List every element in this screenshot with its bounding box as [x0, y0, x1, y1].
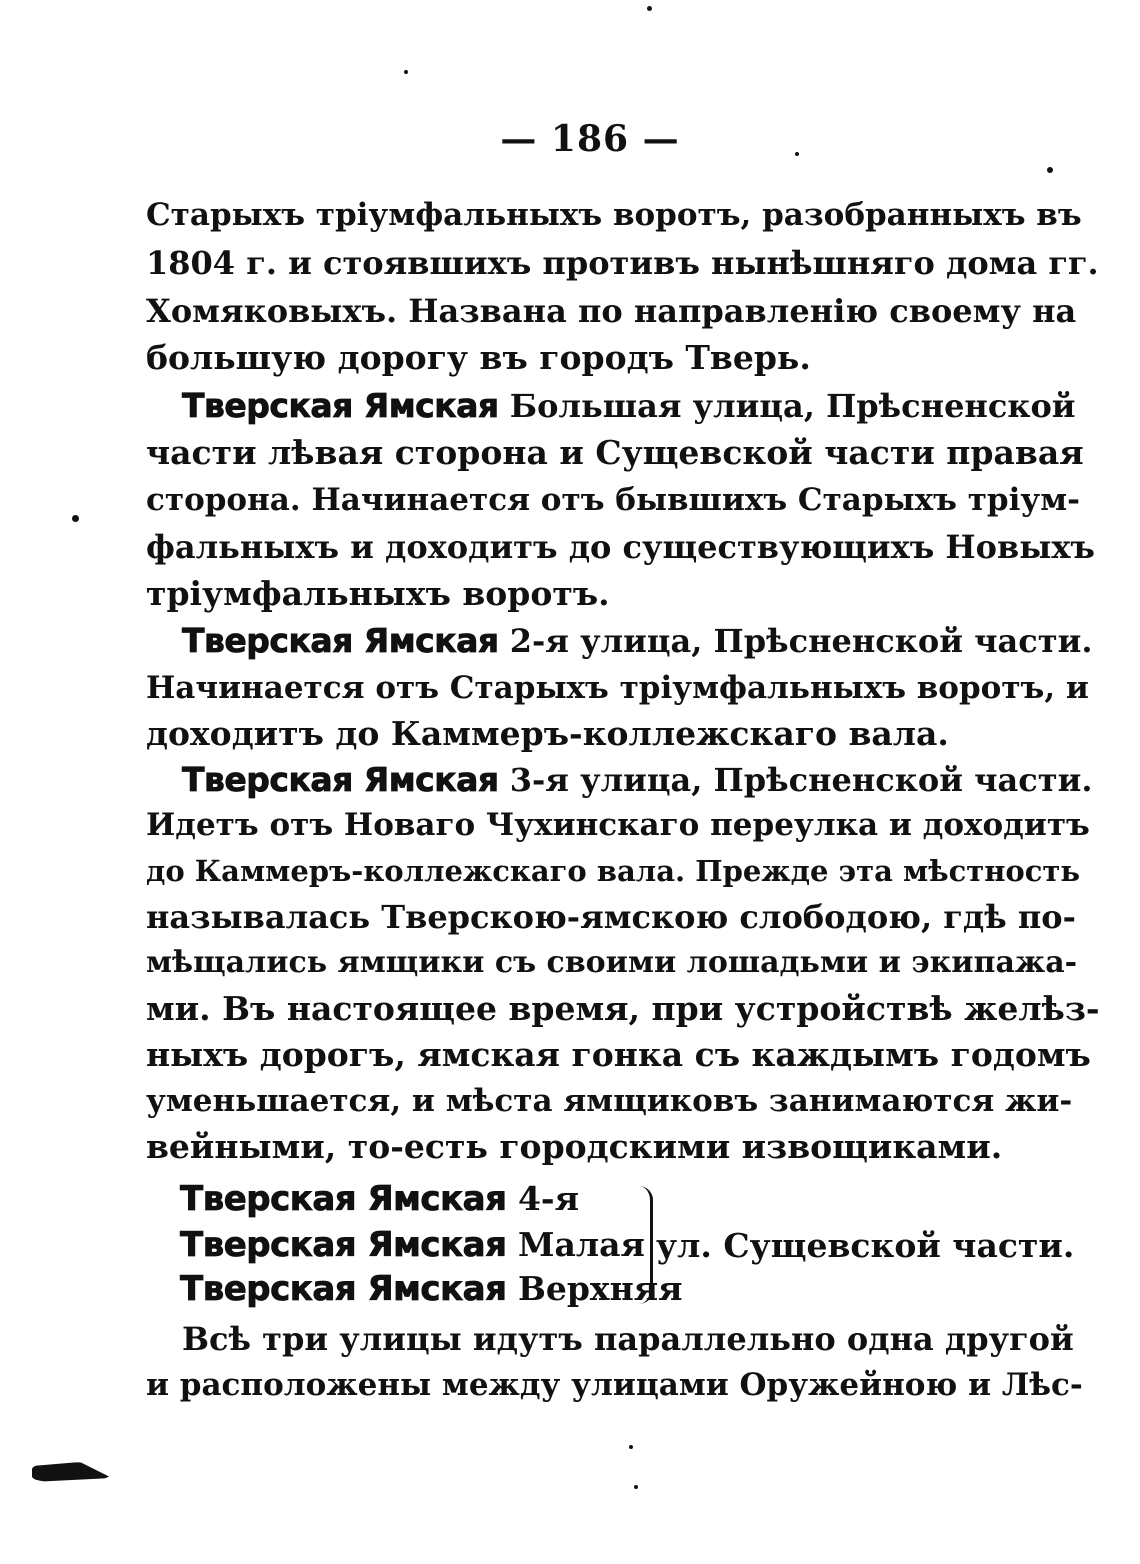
- entry-suffix: Верхняя: [517, 1269, 683, 1308]
- entry-headword: Тверская Ямская: [180, 1225, 507, 1265]
- text-line: сторона. Начинается отъ бывшихъ Старыхъ тріум-: [146, 482, 1080, 518]
- entry-headword: Тверская Ямская: [182, 621, 499, 660]
- ink-smudge: [32, 1462, 112, 1482]
- text-line: большую дорогу въ городъ Тверь.: [146, 338, 811, 377]
- text-line: фальныхъ и доходитъ до существующихъ Новыхъ: [146, 528, 1095, 566]
- entry-first-line: [182, 618, 1093, 664]
- text-line: ныхъ дорогъ, ямская гонка съ каждымъ годомъ: [146, 1035, 1091, 1074]
- entry-headword: Тверская Ямская: [180, 1269, 507, 1309]
- entry-suffix: 4-я: [517, 1179, 579, 1218]
- group-entry: [180, 1266, 683, 1312]
- text-line: уменьшается, и мѣста ямщиковъ занимаются жи-: [146, 1083, 1073, 1119]
- group-entry: [180, 1222, 645, 1268]
- text-line: Идетъ отъ Новаго Чухинскаго переулка и доходитъ: [146, 807, 1090, 843]
- text-line: части лѣвая сторона и Сущевской части правая: [146, 433, 1084, 472]
- print-speck: [795, 152, 799, 156]
- entry-text: 3-я улица, Прѣсненской части.: [509, 761, 1093, 799]
- print-speck: [72, 515, 79, 522]
- text-line: называлась Тверскою-ямскою слободою, гдѣ по-: [146, 898, 1076, 936]
- text-line: ми. Въ настоящее время, при устройствѣ желѣз-: [146, 989, 1100, 1028]
- entry-headword: Тверская Ямская: [182, 386, 499, 425]
- print-speck: [647, 6, 652, 11]
- entry-suffix: Малая: [517, 1225, 645, 1264]
- text-line: тріумфальныхъ воротъ.: [146, 574, 610, 613]
- text-line: доходитъ до Каммеръ-коллежскаго вала.: [146, 714, 949, 753]
- print-speck: [404, 70, 408, 74]
- text-line: 1804 г. и стоявшихъ противъ нынѣшняго дома гг.: [146, 244, 1099, 282]
- text-line: Старыхъ тріумфальныхъ воротъ, разобранныхъ въ: [146, 197, 1082, 233]
- text-line: Хомяковыхъ. Названа по направленію своему на: [146, 292, 1077, 330]
- text-line: мѣщались ямщики съ своими лошадьми и экипажа-: [146, 945, 1078, 980]
- text-line: Начинается отъ Старыхъ тріумфальныхъ воротъ, и: [146, 670, 1089, 706]
- entry-first-line: [182, 383, 1076, 429]
- print-speck: [1047, 167, 1053, 173]
- entry-text: Большая улица, Прѣсненской: [509, 387, 1076, 425]
- right-brace: [634, 1186, 653, 1304]
- entry-first-line: [182, 757, 1093, 803]
- entry-headword: Тверская Ямская: [180, 1179, 507, 1219]
- text-line: и расположены между улицами Оружейною и Лѣс-: [146, 1367, 1083, 1403]
- text-line: вейными, то-есть городскими извощиками.: [146, 1127, 1003, 1166]
- entry-text: 2-я улица, Прѣсненской части.: [509, 622, 1093, 660]
- text-line: до Каммеръ-коллежскаго вала. Прежде эта мѣстность: [146, 854, 1081, 888]
- group-shared-note: ул. Сущевской части.: [656, 1226, 1075, 1265]
- group-entry: [180, 1176, 579, 1222]
- print-speck: [634, 1485, 638, 1489]
- entry-headword: Тверская Ямская: [182, 760, 499, 799]
- page-number: — 186 —: [500, 118, 680, 160]
- print-speck: [629, 1445, 633, 1449]
- text-line: Всѣ три улицы идутъ параллельно одна другой: [182, 1320, 1074, 1358]
